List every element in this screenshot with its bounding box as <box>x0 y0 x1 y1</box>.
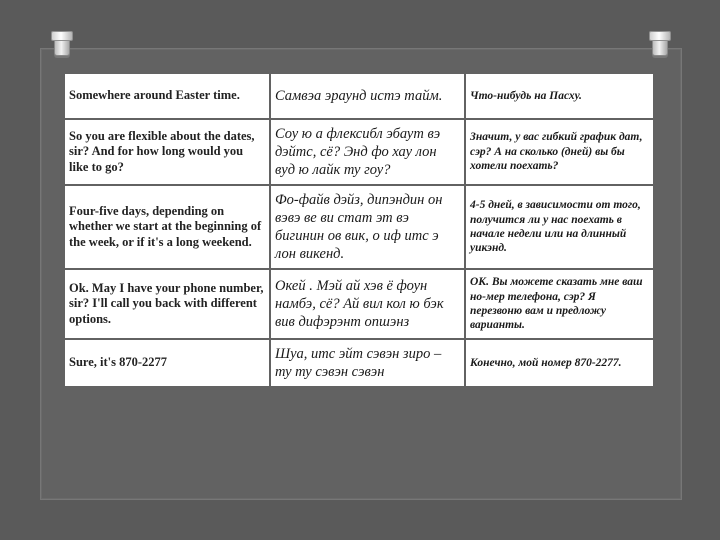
pin-icon <box>54 34 70 56</box>
russian-cell: Значит, у вас гибкий график дат, сэр? А на сколько (дней) вы бы хотели поехать? <box>466 120 653 184</box>
transcription-cell: Соу ю а флексибл эбаут вэ дэйтс, сё? Энд фо хау лон вуд ю лайк ту гоу? <box>271 120 464 184</box>
pin-icon <box>652 34 668 56</box>
russian-cell: ОК. Вы можете сказать мне ваш но-мер телефона, сэр? Я перезвоню вам и предложу варианты. <box>466 270 653 338</box>
transcription-cell: Фо-файв дэйз, дипэндин он вэвэ ве ви стат эт вэ бигинин ов вик, о иф итс э лон викенд. <box>271 186 464 268</box>
english-cell: Sure, it's 870-2277 <box>65 340 269 386</box>
russian-cell: Конечно, мой номер 870-2277. <box>466 340 653 386</box>
transcription-cell: Самвэа эраунд истэ тайм. <box>271 74 464 118</box>
russian-cell: 4-5 дней, в зависимости от того, получится ли у нас поехать в начале недели или на длинный уикэнд. <box>466 186 653 268</box>
table-row <box>65 186 653 268</box>
transcription-cell: Окей . Мэй ай хэв ё фоун намбэ, сё? Ай вил кол ю бэк вив дифэрэнт опшэнз <box>271 270 464 338</box>
table-row <box>65 340 653 386</box>
table-row <box>65 270 653 338</box>
english-cell: So you are flexible about the dates, sir? And for how long would you like to go? <box>65 120 269 184</box>
phrase-table <box>63 72 655 388</box>
english-cell: Somewhere around Easter time. <box>65 74 269 118</box>
table-row <box>65 120 653 184</box>
table-row <box>65 74 653 118</box>
transcription-cell: Шуа, итс эйт сэвэн зиро – ту ту сэвэн сэвэн <box>271 340 464 386</box>
russian-cell: Что-нибудь на Пасху. <box>466 74 653 118</box>
english-cell: Four-five days, depending on whether we start at the beginning of the week, or if it's a long weekend. <box>65 186 269 268</box>
english-cell: Ok. May I have your phone number, sir? I'll call you back with different options. <box>65 270 269 338</box>
